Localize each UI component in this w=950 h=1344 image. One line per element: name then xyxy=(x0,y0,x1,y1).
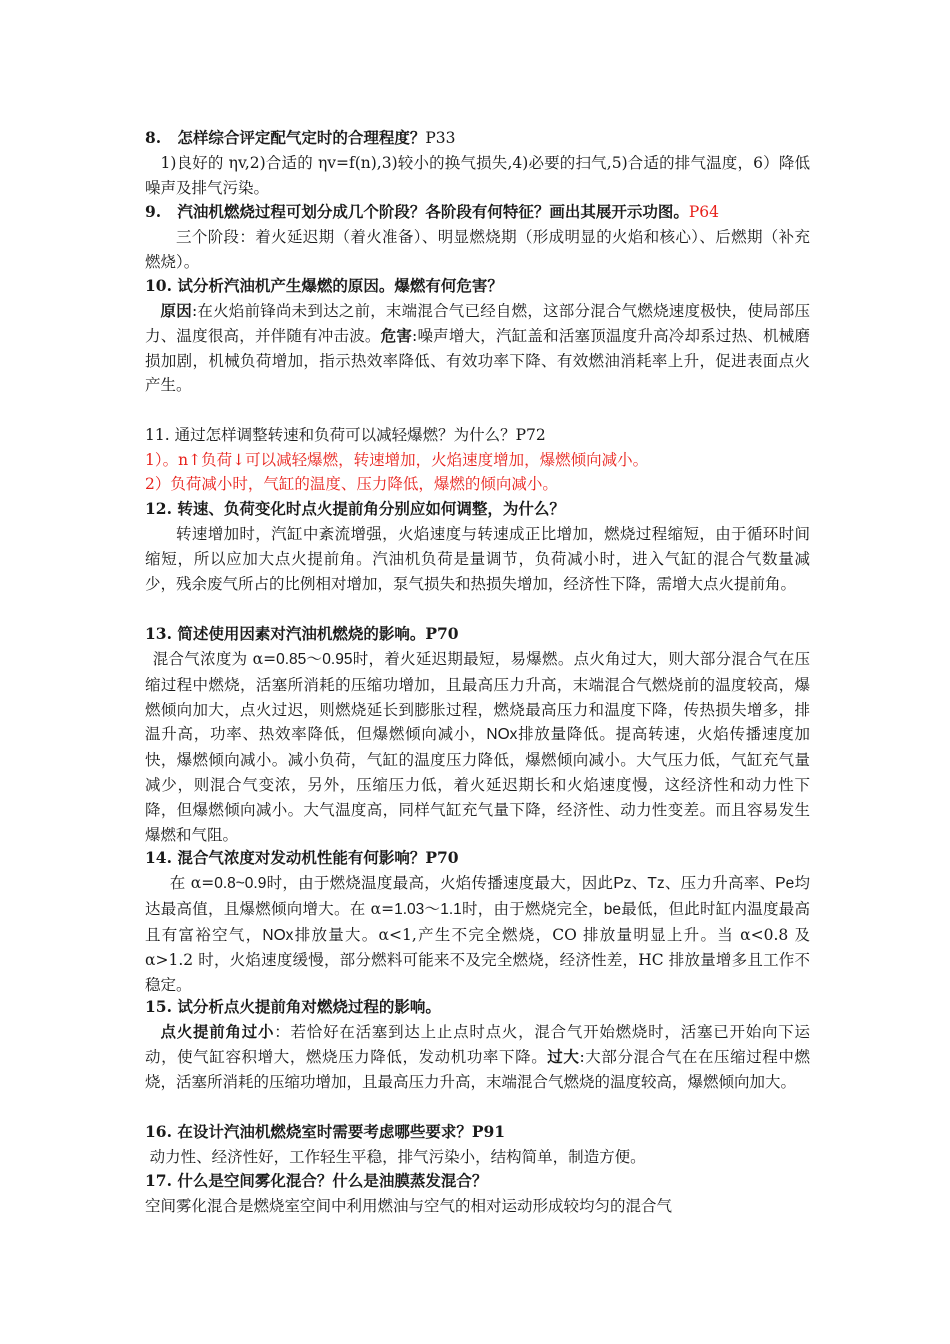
question-11-title: 11. 通过怎样调整转速和负荷可以减轻爆燃？为什么？P72 xyxy=(145,426,546,444)
harm-label: 危害 xyxy=(380,325,413,345)
question-16-title: 16. 在设计汽油机燃烧室时需要考虑哪些要求？P91 xyxy=(145,1122,506,1141)
answer-14-symbol: Pz、Tz xyxy=(613,875,665,892)
answer-14-symbol: Pe xyxy=(775,875,795,892)
answer-13-part: 混合气浓度为 α= xyxy=(152,650,277,668)
answer-14-symbol: NOx xyxy=(262,926,294,944)
answer-14-part: 时，由于燃烧温度最高，火焰传播速度最大，因此 xyxy=(266,874,614,892)
question-8-title xyxy=(145,126,810,150)
advance-large-text: :大部分混合气在在压缩过程中燃烧，活塞所消耗的压缩功增加，且最高压力升高，末端混合气燃烧的温度较高，爆燃倾向加大。 xyxy=(145,1047,810,1091)
cause-text: :在火焰前锋尚未到达之前，末端混合气已经自燃，这部分混合气燃烧速度极快，使局部压力、温度很高，并伴随有冲击波。 xyxy=(145,302,810,345)
answer-9: 三个阶段：着火延迟期（着火准备）、明显燃烧期（形成明显的火焰和核心）、后燃期（补充燃烧）。 xyxy=(145,228,810,271)
question-9-text: 9. 汽油机燃烧过程可划分成几个阶段？各阶段有何特征？画出其展开示功图。 xyxy=(145,202,689,221)
cause-label: 原因 xyxy=(160,301,192,320)
answer-14-part: 排放量大。α<1,产生不完全燃烧，CO 排放量明显上升。当 α<0.8 及 α>1.2 时，火焰速度缓慢，部分燃料可能来不及完全燃烧，经济性差，HC 排放量增多且工作不稳定。 xyxy=(145,925,810,995)
answer-10 xyxy=(145,299,810,398)
answer-8: 1)良好的 ηv,2)合适的 ηv=f(n),3)较小的换气损失,4)必要的扫气,5)合适的排气温度，6）降低噪声及排气污染。 xyxy=(145,154,810,197)
answer-13-part: 时，着火延迟期最短，易爆燃。点火角过大，则大部分混合气在压缩过程中燃烧，活塞所消耗的压缩功增加，且最高压力升高，末端混合气燃烧前的温度较高，爆燃倾向加大，点火过迟，则燃烧延长到膨胀过程，燃烧最高压力和温度下降，传热损失增多，排温升高，功率、热效率降低，但爆燃倾向减小， xyxy=(145,650,810,744)
question-12-title: 12. 转速、负荷变化时点火提前角分别应如何调整，为什么？ xyxy=(145,499,565,518)
answer-14-part: 最低，但此时缸内温度最高且有富裕空气， xyxy=(145,899,810,944)
question-8-text: 8. 怎样综合评定配气定时的合理程度？ xyxy=(145,128,426,147)
harm-text: :噪声增大，汽缸盖和活塞顶温度升高冷却系过热、机械磨损加剧，机械负荷增加，指示热效率降低、有效功率下降、有效燃油消耗率上升，促进表面点火产生。 xyxy=(145,326,810,395)
answer-16: 动力性、经济性好，工作轻生平稳，排气污染小，结构简单，制造方便。 xyxy=(149,1148,646,1166)
answer-14-part: 均达最高值，且爆燃倾向增大。在 α= xyxy=(145,874,810,918)
answer-17: 空间雾化混合是燃烧室空间中利用燃油与空气的相对运动形成较均匀的混合气 xyxy=(145,1197,673,1215)
question-8-page-ref: P33 xyxy=(425,129,456,147)
question-17-title: 17. 什么是空间雾化混合？什么是油膜蒸发混合？ xyxy=(145,1171,488,1190)
answer-12: 转速增加时，汽缸中紊流增强，火焰速度与转速成正比增加，燃烧过程缩短，由于循环时间缩短，所以应加大点火提前角。汽油机负荷是量调节，负荷减小时，进入气缸的混合气数量减少，残余废气所占的比例相对增加，泵气损失和热损失增加，经济性下降，需增大点火提前角。 xyxy=(145,525,810,593)
question-9-page-ref: P64 xyxy=(688,203,720,221)
answer-14-part: 、压力升高率、 xyxy=(664,874,776,892)
question-13-title: 13. 简述使用因素对汽油机燃烧的影响。P70 xyxy=(145,624,459,643)
answer-13-ratio: 0.85～0.95 xyxy=(276,651,353,668)
question-15-title: 15. 试分析点火提前角对燃烧过程的影响。 xyxy=(145,997,441,1016)
answer-14 xyxy=(145,871,810,998)
answer-14-symbol: be xyxy=(603,900,622,918)
question-9-title xyxy=(145,200,810,224)
answer-11-line-2: 2）负荷减小时，气缸的温度、压力降低，爆燃的倾向减小。 xyxy=(145,475,558,493)
answer-14-ratio: 1.03～1.1 xyxy=(394,900,462,918)
answer-13-nox: NOx xyxy=(486,726,518,744)
advance-large-label: 过大 xyxy=(547,1046,580,1066)
answer-15 xyxy=(145,1020,810,1094)
advance-small-label: 点火提前角过小 xyxy=(160,1022,275,1041)
answer-14-ratio: 0.8~0.9 xyxy=(214,875,267,892)
answer-11-line-1: 1）。n↑负荷↓可以减轻爆燃，转速增加，火焰速度增加，爆燃倾向减小。 xyxy=(145,451,649,469)
answer-13-part: 排放量降低。提高转速，火焰传播速度加快，爆燃倾向减小。减小负荷，气缸的温度压力降低，爆燃倾向减小。大气压力低，气缸充气量减少，则混合气变浓，另外，压缩压力低，着火延迟期长和火焰速度慢，这经济性和动力性下降，但爆燃倾向减小。大气温度高，同样气缸充气量下降，经济性、动力性变差。而且容易发生爆燃和气阻。 xyxy=(145,725,810,844)
question-14-title: 14. 混合气浓度对发动机性能有何影响？P70 xyxy=(145,848,459,867)
answer-13 xyxy=(145,647,810,847)
answer-14-part: 时，由于燃烧完全， xyxy=(461,899,604,918)
advance-small-text: ：若恰好在活塞到达上止点时点火，混合气开始燃烧时，活塞已开始向下运动，使气缸容积增大，燃烧压力降低，发动机功率下降。 xyxy=(145,1023,810,1066)
question-10-title: 10. 试分析汽油机产生爆燃的原因。爆燃有何危害？ xyxy=(145,276,503,295)
answer-14-part: 在 α= xyxy=(169,874,215,892)
